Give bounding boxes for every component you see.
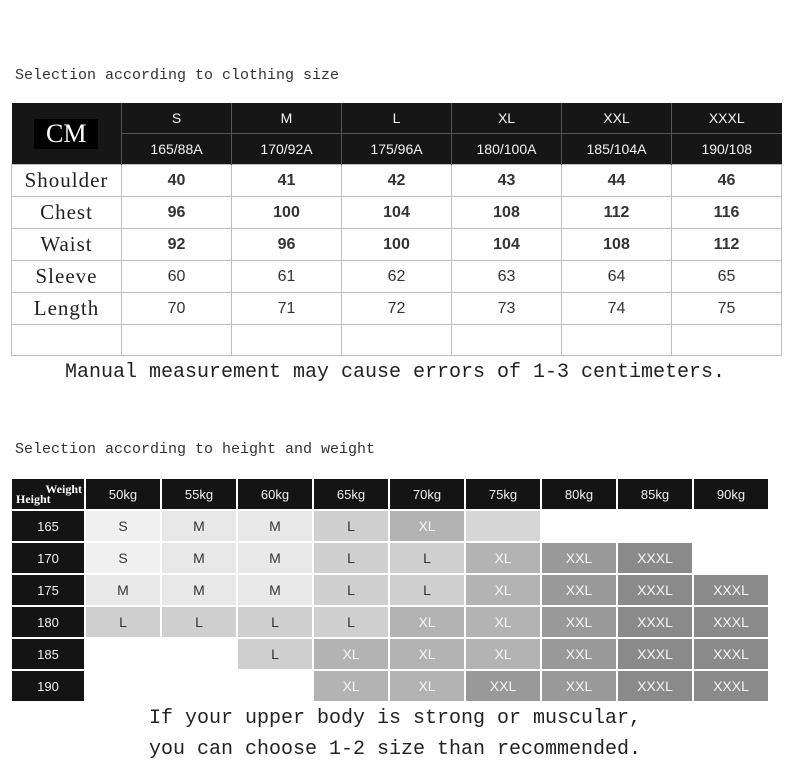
measurement-value: 71 xyxy=(232,293,342,325)
recommended-size-cell: XXXL xyxy=(694,607,768,637)
height-label: 180 xyxy=(12,607,84,637)
empty-size-cell xyxy=(466,511,540,541)
recommended-size-cell: M xyxy=(86,575,160,605)
measurement-value: 63 xyxy=(452,261,562,293)
measurement-value: 65 xyxy=(672,261,782,293)
recommended-size-cell: L xyxy=(314,607,388,637)
measurement-value: 41 xyxy=(232,165,342,197)
recommended-size-cell: XL xyxy=(466,543,540,573)
size-table-caption: Selection according to clothing size xyxy=(15,67,340,84)
unit-cell xyxy=(12,103,122,165)
measurement-value: 104 xyxy=(452,229,562,261)
height-row xyxy=(12,639,768,669)
weight-header-row xyxy=(12,479,768,509)
measurement-value: 116 xyxy=(672,197,782,229)
empty-size-cell xyxy=(162,639,236,669)
recommended-size-cell: XXXL xyxy=(618,543,692,573)
measurement-label: Length xyxy=(12,293,122,325)
recommended-size-cell: L xyxy=(314,575,388,605)
measurement-value: 112 xyxy=(562,197,672,229)
measurement-row xyxy=(12,165,782,197)
weight-header: 75kg xyxy=(466,479,540,509)
standard-header: 170/92A xyxy=(232,134,342,165)
measurement-value: 75 xyxy=(672,293,782,325)
recommended-size-cell: XL xyxy=(466,607,540,637)
weight-header: 65kg xyxy=(314,479,388,509)
recommended-size-cell: L xyxy=(238,639,312,669)
weight-header: 50kg xyxy=(86,479,160,509)
weight-header: 85kg xyxy=(618,479,692,509)
height-label: 190 xyxy=(12,671,84,701)
standard-header-row xyxy=(12,134,782,165)
height-label: 165 xyxy=(12,511,84,541)
recommended-size-cell: XL xyxy=(390,607,464,637)
height-row xyxy=(12,511,768,541)
height-weight-table xyxy=(10,477,770,703)
recommended-size-cell: M xyxy=(162,543,236,573)
weight-header: 70kg xyxy=(390,479,464,509)
empty-size-cell xyxy=(162,671,236,701)
recommended-size-cell: L xyxy=(86,607,160,637)
empty-size-cell xyxy=(694,543,768,573)
size-header: S xyxy=(122,103,232,134)
height-row xyxy=(12,607,768,637)
measurement-value: 40 xyxy=(122,165,232,197)
empty-size-cell xyxy=(542,511,616,541)
corner-weight-label: Weight xyxy=(45,482,82,496)
recommended-size-cell: L xyxy=(314,543,388,573)
recommended-size-cell: L xyxy=(162,607,236,637)
recommended-size-cell: M xyxy=(162,511,236,541)
measurement-value: 46 xyxy=(672,165,782,197)
standard-header: 190/108 xyxy=(672,134,782,165)
measurement-value: 61 xyxy=(232,261,342,293)
recommended-size-cell: XXL xyxy=(466,671,540,701)
recommended-size-cell: XXXL xyxy=(694,671,768,701)
measurement-value: 60 xyxy=(122,261,232,293)
recommended-size-cell: M xyxy=(238,575,312,605)
measurement-label: Sleeve xyxy=(12,261,122,293)
measurement-value: 92 xyxy=(122,229,232,261)
recommended-size-cell: L xyxy=(390,543,464,573)
corner-header xyxy=(12,479,84,509)
standard-header: 165/88A xyxy=(122,134,232,165)
size-header: XXL xyxy=(562,103,672,134)
measurement-value: 96 xyxy=(232,229,342,261)
measurement-value: 74 xyxy=(562,293,672,325)
recommended-size-cell: S xyxy=(86,511,160,541)
empty-size-cell xyxy=(86,671,160,701)
empty-row xyxy=(12,325,782,356)
measurement-value: 72 xyxy=(342,293,452,325)
recommended-size-cell: XL xyxy=(390,671,464,701)
weight-header: 55kg xyxy=(162,479,236,509)
standard-header: 185/104A xyxy=(562,134,672,165)
measurement-row xyxy=(12,293,782,325)
recommended-size-cell: XXL xyxy=(542,543,616,573)
recommended-size-cell: XXL xyxy=(542,639,616,669)
measurement-value: 100 xyxy=(342,229,452,261)
recommended-size-cell: XXXL xyxy=(694,575,768,605)
recommended-size-cell: XL xyxy=(466,639,540,669)
recommended-size-cell: XL xyxy=(390,639,464,669)
empty-size-cell xyxy=(86,639,160,669)
recommended-size-cell: L xyxy=(390,575,464,605)
measurement-value: 64 xyxy=(562,261,672,293)
empty-size-cell xyxy=(618,511,692,541)
standard-header: 180/100A xyxy=(452,134,562,165)
measurement-value: 42 xyxy=(342,165,452,197)
recommended-size-cell: XXL xyxy=(542,671,616,701)
recommended-size-cell: L xyxy=(314,511,388,541)
recommended-size-cell: XL xyxy=(390,511,464,541)
standard-header: 175/96A xyxy=(342,134,452,165)
corner-height-label: Height xyxy=(16,492,51,506)
recommended-size-cell: XXXL xyxy=(694,639,768,669)
recommended-size-cell: XL xyxy=(466,575,540,605)
measurement-note: Manual measurement may cause errors of 1-3 centimeters. xyxy=(64,361,726,384)
measurement-row xyxy=(12,229,782,261)
height-label: 175 xyxy=(12,575,84,605)
recommended-size-cell: XXXL xyxy=(618,671,692,701)
muscular-note-line-1: If your upper body is strong or muscular, xyxy=(148,707,642,730)
empty-size-cell xyxy=(694,511,768,541)
measurement-value: 100 xyxy=(232,197,342,229)
size-header: XXXL xyxy=(672,103,782,134)
recommended-size-cell: L xyxy=(238,607,312,637)
size-header: M xyxy=(232,103,342,134)
measurement-value: 104 xyxy=(342,197,452,229)
height-weight-caption: Selection according to height and weight xyxy=(15,441,376,458)
weight-header: 80kg xyxy=(542,479,616,509)
recommended-size-cell: XL xyxy=(314,671,388,701)
recommended-size-cell: XXXL xyxy=(618,575,692,605)
recommended-size-cell: XXXL xyxy=(618,607,692,637)
measurement-value: 62 xyxy=(342,261,452,293)
height-row xyxy=(12,671,768,701)
measurement-row xyxy=(12,261,782,293)
recommended-size-cell: XL xyxy=(314,639,388,669)
measurement-value: 108 xyxy=(562,229,672,261)
height-row xyxy=(12,575,768,605)
size-header: L xyxy=(342,103,452,134)
height-label: 170 xyxy=(12,543,84,573)
measurement-label: Waist xyxy=(12,229,122,261)
height-label: 185 xyxy=(12,639,84,669)
measurement-value: 43 xyxy=(452,165,562,197)
measurement-value: 96 xyxy=(122,197,232,229)
recommended-size-cell: S xyxy=(86,543,160,573)
recommended-size-cell: M xyxy=(238,543,312,573)
measurement-value: 73 xyxy=(452,293,562,325)
recommended-size-cell: XXXL xyxy=(618,639,692,669)
measurement-value: 112 xyxy=(672,229,782,261)
size-header: XL xyxy=(452,103,562,134)
measurement-value: 44 xyxy=(562,165,672,197)
muscular-note-line-2: you can choose 1-2 size than recommended. xyxy=(148,738,642,761)
size-header-row xyxy=(12,103,782,134)
unit-label: CM xyxy=(34,119,98,149)
recommended-size-cell: M xyxy=(238,511,312,541)
size-chart-table xyxy=(11,103,782,356)
measurement-value: 108 xyxy=(452,197,562,229)
weight-header: 90kg xyxy=(694,479,768,509)
measurement-label: Chest xyxy=(12,197,122,229)
height-row xyxy=(12,543,768,573)
measurement-label: Shoulder xyxy=(12,165,122,197)
recommended-size-cell: XXL xyxy=(542,575,616,605)
measurement-value: 70 xyxy=(122,293,232,325)
recommended-size-cell: M xyxy=(162,575,236,605)
empty-size-cell xyxy=(238,671,312,701)
weight-header: 60kg xyxy=(238,479,312,509)
measurement-row xyxy=(12,197,782,229)
recommended-size-cell: XXL xyxy=(542,607,616,637)
